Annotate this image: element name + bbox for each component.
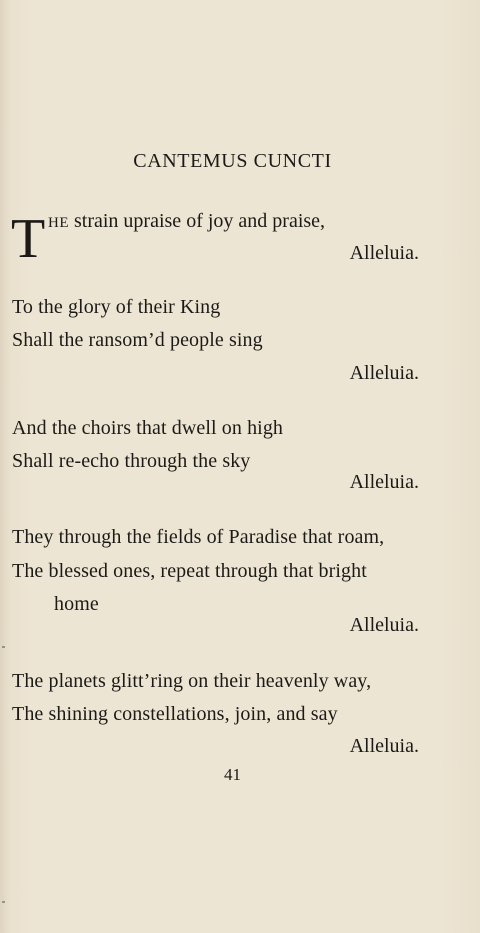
stanza-1-refrain: Alleluia. <box>349 242 419 264</box>
stanza-5-line-1: The planets glitt’ring on their heavenly way, <box>12 670 372 692</box>
stanza-1-line-1 <box>48 209 325 235</box>
stanza-2-line-2: Shall the ransom’d people sing <box>12 329 263 351</box>
stanza-3-line-1: And the choirs that dwell on high <box>12 417 284 439</box>
stanza-2-line-1: To the glory of their King <box>12 296 221 318</box>
stanza-5-refrain: Alleluia. <box>349 735 419 757</box>
margin-speck <box>2 646 5 648</box>
page-number: 41 <box>224 765 241 784</box>
hymn-title: CANTEMUS CUNCTI <box>133 150 332 172</box>
first-line-text: strain upraise of joy and praise, <box>69 210 326 232</box>
stanza-4-line-2: The blessed ones, repeat through that bright <box>12 560 367 582</box>
stanza-5-line-2: The shining constellations, join, and say <box>12 703 338 725</box>
stanza-3-refrain: Alleluia. <box>349 471 419 493</box>
stanza-2-refrain: Alleluia. <box>349 362 419 384</box>
margin-speck <box>2 901 5 903</box>
stanza-4-line-3: home <box>54 593 99 615</box>
drop-cap: T <box>11 208 46 270</box>
stanza-4-refrain: Alleluia. <box>349 614 419 636</box>
first-word-smallcaps: HE <box>48 215 69 231</box>
stanza-4-line-1: They through the fields of Paradise that roam, <box>12 526 385 548</box>
stanza-3-line-2: Shall re-echo through the sky <box>12 450 251 472</box>
